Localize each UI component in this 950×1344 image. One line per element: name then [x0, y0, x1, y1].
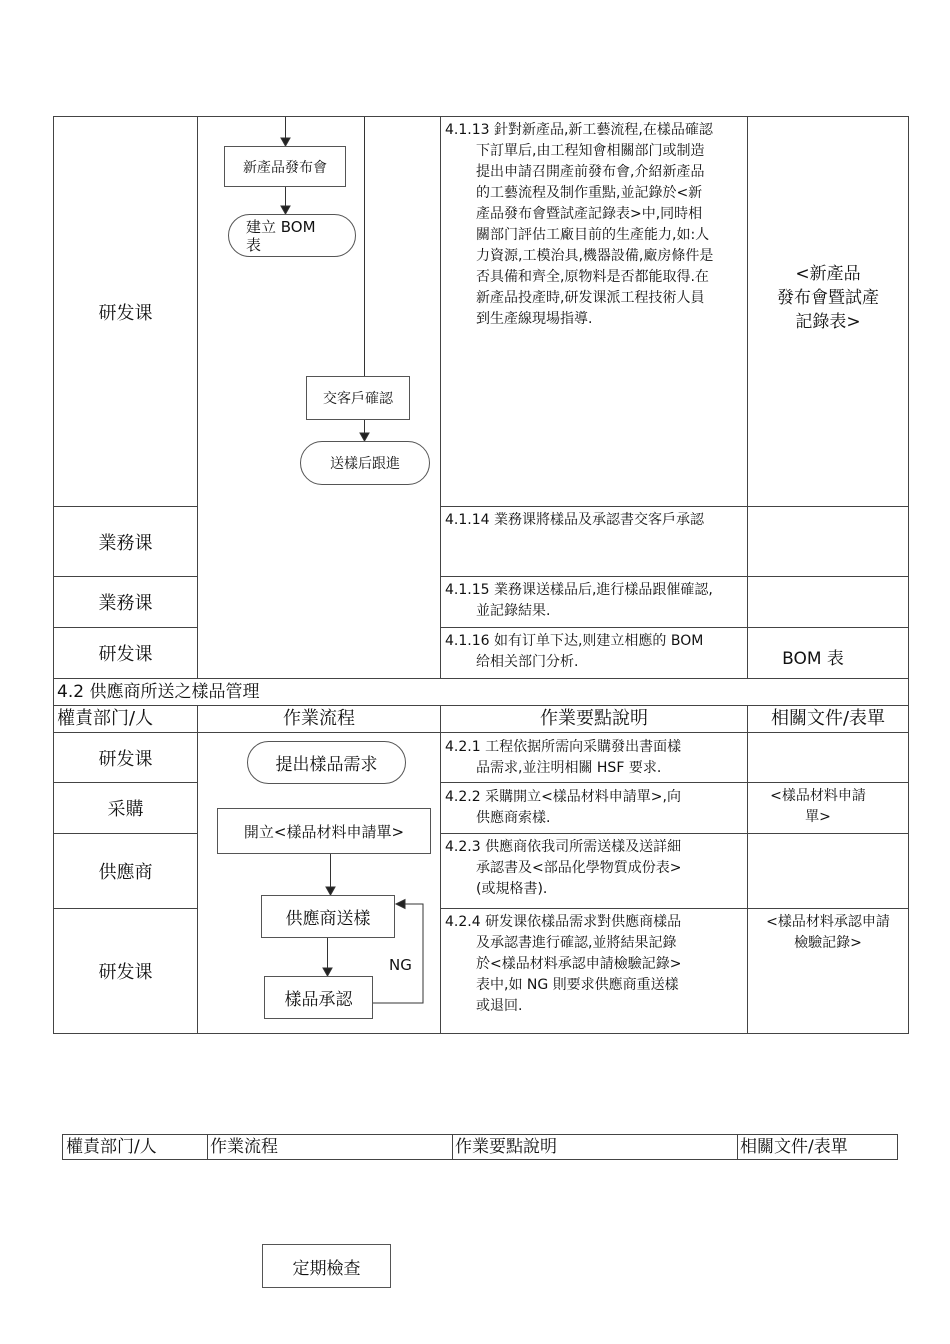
- header3-dept: 權責部门/人: [66, 1137, 157, 1157]
- flow-pill-sample-request: 提出樣品需求: [247, 741, 406, 784]
- header-notes: 作業要點說明: [540, 708, 648, 729]
- header-docs: 相關文件/表單: [770, 708, 886, 729]
- related-doc: <樣品材料申請 單>: [770, 788, 866, 825]
- header3-docs: 相關文件/表單: [740, 1137, 848, 1157]
- flow-box-supplier-send: 供應商送樣: [261, 895, 395, 938]
- flow-box-open-application: 開立<樣品材料申請單>: [217, 808, 431, 854]
- header3-flow: 作業流程: [210, 1137, 278, 1157]
- dept-cell: 業務课: [98, 593, 153, 614]
- header-flow: 作業流程: [283, 708, 355, 729]
- step-note-4-1-13: 4.1.13 針對新產品,新工藝流程,在樣品確認 下訂單后,由工程知會相關部门或制造 提出申請召開產前發布會,介紹新產品 的工藝流程及制作重點,並記錄於<新 產品發布會暨試產記錄表>中,同時相 關部门評估工廠目前的生產能力,如:人 力資源,工模治具,機器設備,廠房條件是 否具備和齊全,原物料是否都能取得.在 新產品投產時,研发课派工程技術人員 到生產線現場指導.: [445, 122, 714, 327]
- dept-cell: 采購: [107, 799, 144, 820]
- step-note-4-2-4: 4.2.4 研发课依樣品需求對供應商樣品 及承認書進行確認,並將結果記錄 於<樣品材料承認申請檢驗記錄> 表中,如 NG 則要求供應商重送樣 或退回.: [445, 914, 682, 1014]
- flow-pill-sample-follow-up: 送樣后跟進: [300, 441, 430, 485]
- step-note-4-1-14: 4.1.14 業務课將樣品及承認書交客戶承認: [445, 512, 704, 528]
- step-note-4-2-1: 4.2.1 工程依据所需向采購發出書面樣 品需求,並注明相關 HSF 要求.: [445, 739, 682, 776]
- flow-box-new-product-launch: 新產品發布會: [224, 146, 346, 187]
- section-title: 4.2 供應商所送之樣品管理: [57, 682, 260, 702]
- flow-box-customer-confirm: 交客戶確認: [306, 376, 410, 420]
- flow-box-periodic-check: 定期檢查: [262, 1244, 391, 1288]
- header-dept: 權責部门/人: [57, 708, 154, 729]
- step-note-4-2-3: 4.2.3 供應商依我司所需送樣及送詳細 承認書及<部品化學物質成份表> (或規格書).: [445, 839, 682, 897]
- header3-notes: 作業要點說明: [455, 1137, 557, 1157]
- flow-pill-build-bom: 建立 BOM 表: [228, 214, 356, 257]
- step-note-4-1-16: 4.1.16 如有订单下达,则建立相應的 BOM 给相关部门分析.: [445, 633, 704, 670]
- dept-cell: 研发课: [98, 962, 153, 983]
- dept-cell: 供應商: [98, 862, 153, 883]
- ng-label: NG: [389, 956, 412, 974]
- dept-cell: 業務课: [98, 532, 153, 554]
- dept-cell: 研发课: [98, 748, 153, 770]
- related-doc: BOM 表: [782, 649, 844, 669]
- dept-cell: 研发课: [98, 302, 153, 324]
- related-doc: <新產品 發布會暨試產 記錄表>: [777, 264, 879, 332]
- step-note-4-2-2: 4.2.2 采購開立<樣品材料申請單>,向 供應商索樣.: [445, 789, 681, 826]
- step-note-4-1-15: 4.1.15 業務课送樣品后,進行樣品跟催確認, 並記錄結果.: [445, 582, 713, 619]
- related-doc: <樣品材料承認申請 檢驗記錄>: [766, 914, 890, 951]
- flow-box-sample-approval: 樣品承認: [264, 976, 373, 1019]
- dept-cell: 研发课: [98, 644, 153, 665]
